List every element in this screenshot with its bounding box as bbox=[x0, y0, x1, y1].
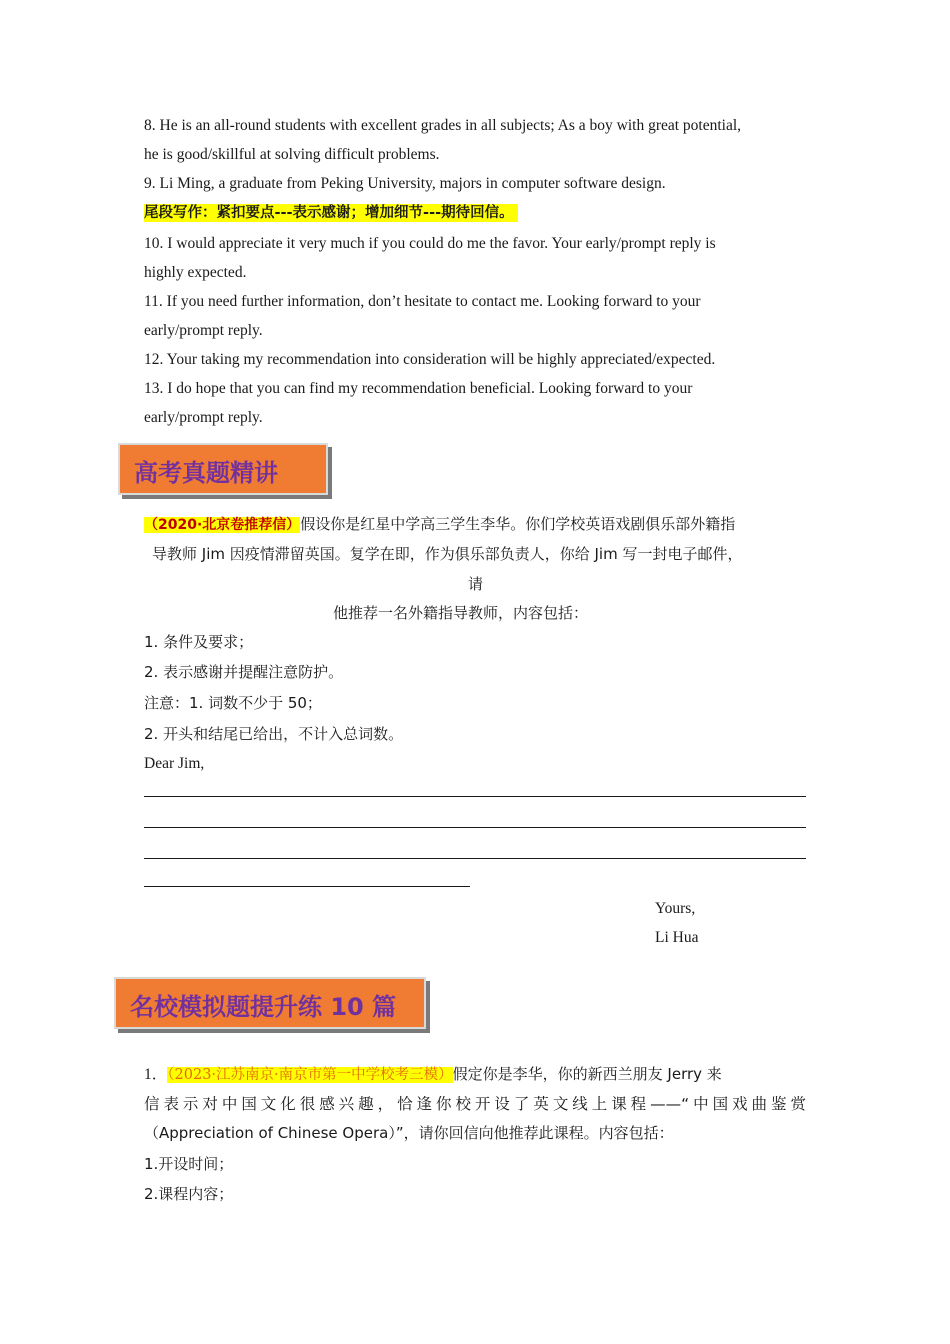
section2-prompt-line1: 假定你是李华，你的新西兰朋友 Jerry 来 bbox=[452, 1065, 722, 1083]
section1-note-1: 注意：1. 词数不少于 50； bbox=[144, 694, 322, 712]
section1-prompt-line4: 他推荐一名外籍指导教师，内容包括： bbox=[333, 604, 589, 622]
answer-line-2 bbox=[144, 827, 806, 828]
letter-signature: Li Hua bbox=[655, 929, 699, 946]
section-title-mock: 名校模拟题提升练 10 篇 bbox=[130, 993, 397, 1021]
section2-source: （2023·江苏南京·南京市第一中学校考三模） bbox=[167, 1067, 453, 1083]
section2-prompt-line2: 信表示对中国文化很感兴趣，恰逢你校开设了英文线上课程——“中国戏曲鉴赏 bbox=[144, 1095, 806, 1113]
sentence-10-line2: highly expected. bbox=[144, 264, 247, 281]
letter-greeting: Dear Jim, bbox=[144, 755, 205, 772]
letter-closing: Yours, bbox=[655, 900, 696, 917]
answer-line-4 bbox=[144, 886, 470, 887]
highlight-heading-row bbox=[144, 203, 518, 223]
sentence-11-line2: early/prompt reply. bbox=[144, 322, 263, 339]
answer-line-3 bbox=[144, 858, 806, 859]
highlight-heading: 尾段写作：紧扣要点---表示感谢；增加细节---期待回信。 bbox=[144, 204, 518, 222]
section1-prompt-line3: 请 bbox=[468, 575, 484, 593]
section1-point-2: 2. 表示感谢并提醒注意防护。 bbox=[144, 663, 344, 681]
section1-point-1: 1. 条件及要求； bbox=[144, 633, 254, 651]
section2-point-1: 1.开设时间； bbox=[144, 1155, 234, 1173]
section1-source: （2020·北京卷推荐信） bbox=[144, 517, 301, 533]
section-title-gaokao: 高考真题精讲 bbox=[134, 459, 278, 487]
sentence-9: 9. Li Ming, a graduate from Peking University, majors in computer software design. bbox=[144, 175, 666, 192]
section2-point-2: 2.课程内容； bbox=[144, 1185, 234, 1203]
sentence-12: 12. Your taking my recommendation into consideration will be highly appreciated/expected. bbox=[144, 351, 716, 368]
section1-prompt-line1: 假设你是红星中学高三学生李华。你们学校英语戏剧俱乐部外籍指 bbox=[300, 515, 736, 533]
section2-item-number: 1． bbox=[144, 1066, 168, 1083]
sentence-11-line1: 11. If you need further information, don’t hesitate to contact me. Looking forward to your bbox=[144, 293, 701, 310]
section2-prompt-line1-row bbox=[144, 1064, 722, 1085]
section-header-gaokao bbox=[118, 443, 328, 495]
answer-line-1 bbox=[144, 796, 806, 797]
sentence-10-line1: 10. I would appreciate it very much if you could do me the favor. Your early/prompt reply is bbox=[144, 235, 716, 252]
section1-prompt-line2: 导教师 Jim 因疫情滞留英国。复学在即，作为俱乐部负责人，你给 Jim 写一封电子邮件， bbox=[152, 545, 743, 563]
section-header-mock bbox=[114, 977, 426, 1029]
sentence-13-line2: early/prompt reply. bbox=[144, 409, 263, 426]
section1-note-2: 2. 开头和结尾已给出，不计入总词数。 bbox=[144, 725, 404, 743]
section1-prompt-line1-row bbox=[144, 514, 735, 535]
sentence-8-line2: he is good/skillful at solving difficult problems. bbox=[144, 146, 440, 163]
sentence-13-line1: 13. I do hope that you can find my recommendation beneficial. Looking forward to your bbox=[144, 380, 693, 397]
section2-prompt-line3: （Appreciation of Chinese Opera）”，请你回信向他推荐此课程。内容包括： bbox=[144, 1124, 674, 1142]
sentence-8-line1: 8. He is an all-round students with excellent grades in all subjects; As a boy with great potential, bbox=[144, 117, 742, 134]
